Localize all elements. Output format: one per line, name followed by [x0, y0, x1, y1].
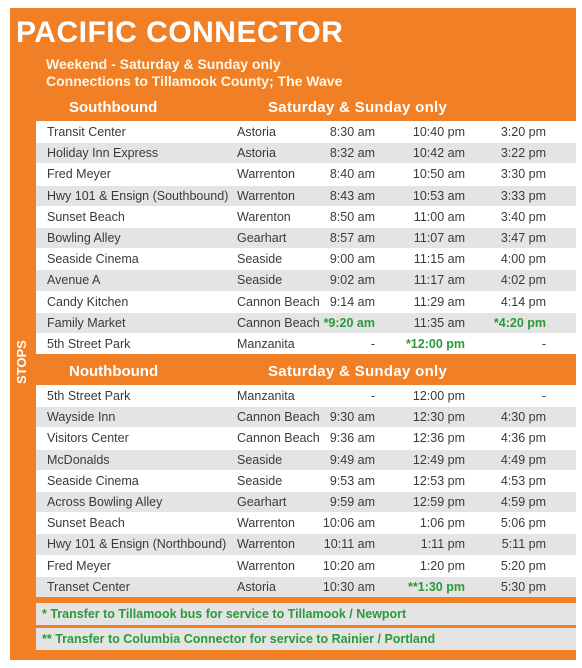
footnote-tillamook: * Transfer to Tillamook bus for service to Tillamook / Newport — [36, 603, 576, 625]
city-name: Cannon Beach — [237, 294, 320, 309]
time-2: 11:29 am — [413, 294, 465, 309]
city-name: Warrenton — [237, 167, 295, 182]
page-title: PACIFIC CONNECTOR — [16, 16, 344, 49]
stop-name: Seaside Cinema — [47, 473, 139, 488]
time-2: 1:06 pm — [419, 516, 465, 531]
time-3: - — [541, 336, 546, 351]
subtitle-days: Weekend - Saturday & Sunday only — [46, 56, 281, 72]
time-1: 9:49 am — [329, 452, 375, 467]
stop-name: Sunset Beach — [47, 516, 125, 531]
time-2: 11:35 am — [413, 315, 465, 330]
northbound-direction: Nouthbound — [69, 363, 159, 380]
table-row — [36, 269, 576, 290]
city-name: Warrenton — [237, 537, 295, 552]
time-3: 4:02 pm — [500, 273, 546, 288]
stop-name: Transet Center — [47, 579, 130, 594]
northbound-header — [36, 361, 576, 383]
table-row — [36, 333, 576, 354]
stops-side-label: STOPS — [14, 340, 29, 384]
time-2: 11:17 am — [413, 273, 465, 288]
time-1: 8:57 am — [329, 230, 375, 245]
table-row — [36, 470, 576, 491]
table-row — [36, 491, 576, 512]
time-3: 3:20 pm — [500, 125, 546, 139]
city-name: Astoria — [237, 146, 276, 161]
subtitle-connections: Connections to Tillamook County; The Wave — [46, 73, 343, 89]
northbound-table — [36, 385, 576, 597]
time-1: 10:06 am — [322, 516, 375, 531]
time-2: 12:30 pm — [412, 410, 465, 425]
stop-name: Bowling Alley — [47, 230, 121, 245]
time-3: 3:30 pm — [500, 167, 546, 182]
northbound-days: Saturday & Sunday only — [268, 363, 448, 380]
city-name: Seaside — [237, 252, 283, 267]
time-3: 4:30 pm — [500, 410, 546, 425]
city-name: Cannon Beach — [237, 410, 320, 425]
time-2: 12:59 pm — [412, 494, 465, 509]
time-2: 12:36 pm — [412, 431, 465, 446]
time-1: 10:20 am — [322, 558, 375, 573]
time-1: - — [370, 336, 375, 351]
time-3: 3:47 pm — [500, 230, 546, 245]
time-3: 4:59 pm — [500, 494, 546, 509]
stop-name: Seaside Cinema — [47, 252, 139, 267]
time-1: 8:40 am — [329, 167, 375, 182]
southbound-header — [36, 97, 576, 119]
time-3: 4:53 pm — [500, 473, 546, 488]
southbound-table — [36, 121, 576, 354]
time-2: 12:53 pm — [412, 473, 465, 488]
time-1: 9:30 am — [329, 410, 375, 425]
stop-name: Across Bowling Alley — [47, 494, 163, 509]
southbound-direction: Southbound — [69, 99, 158, 116]
time-2: 10:50 am — [412, 167, 465, 182]
time-3: 3:40 pm — [500, 209, 546, 224]
time-1: 8:43 am — [329, 188, 375, 203]
time-1: 8:50 am — [329, 209, 375, 224]
time-1: 9:00 am — [329, 252, 375, 267]
table-row — [36, 555, 576, 576]
table-row — [36, 121, 576, 142]
stop-name: Holiday Inn Express — [47, 146, 159, 161]
city-name: Gearhart — [237, 230, 287, 245]
table-row — [36, 576, 576, 597]
southbound-days: Saturday & Sunday only — [268, 99, 448, 116]
time-1: 9:53 am — [329, 473, 375, 488]
stop-name: 5th Street Park — [47, 389, 131, 403]
stop-name: Hwy 101 & Ensign (Northbound) — [47, 537, 227, 552]
stop-name: Transit Center — [47, 125, 126, 139]
table-row — [36, 291, 576, 312]
table-row — [36, 427, 576, 448]
time-2: 1:11 pm — [420, 537, 465, 552]
time-1: 10:30 am — [322, 579, 375, 594]
table-row — [36, 512, 576, 533]
time-3: 5:20 pm — [500, 558, 546, 573]
time-1: 9:59 am — [329, 494, 375, 509]
stop-name: Family Market — [47, 315, 126, 330]
time-1: 9:36 am — [329, 431, 375, 446]
time-2: 11:15 am — [413, 252, 465, 267]
table-row — [36, 185, 576, 206]
time-3: 5:11 pm — [501, 537, 546, 552]
stop-name: Fred Meyer — [47, 167, 111, 182]
city-name: Cannon Beach — [237, 315, 320, 330]
city-name: Cannon Beach — [237, 431, 320, 446]
time-2: 11:00 am — [413, 209, 465, 224]
table-row — [36, 248, 576, 269]
stop-name: Hwy 101 & Ensign (Southbound) — [47, 188, 229, 203]
city-name: Manzanita — [237, 389, 295, 403]
time-2: 10:42 am — [412, 146, 465, 161]
time-1: *9:20 am — [323, 315, 375, 330]
time-2: 10:40 pm — [412, 125, 465, 139]
time-3: 4:00 pm — [500, 252, 546, 267]
city-name: Warrenton — [237, 516, 295, 531]
city-name: Gearhart — [237, 494, 287, 509]
city-name: Seaside — [237, 473, 283, 488]
time-3: 5:30 pm — [500, 579, 546, 594]
table-row — [36, 449, 576, 470]
table-row — [36, 406, 576, 427]
stop-name: Candy Kitchen — [47, 294, 129, 309]
city-name: Manzanita — [237, 336, 295, 351]
time-1: 9:14 am — [329, 294, 375, 309]
time-2: 1:20 pm — [419, 558, 465, 573]
time-1: 10:11 am — [323, 537, 375, 552]
stop-name: 5th Street Park — [47, 336, 131, 351]
city-name: Astoria — [237, 579, 276, 594]
city-name: Warenton — [237, 209, 291, 224]
table-row — [36, 385, 576, 406]
time-2: *12:00 pm — [405, 336, 465, 351]
city-name: Seaside — [237, 273, 283, 288]
table-row — [36, 227, 576, 248]
time-3: 5:06 pm — [500, 516, 546, 531]
time-2: 12:49 pm — [412, 452, 465, 467]
time-3: 4:36 pm — [500, 431, 546, 446]
time-2: **1:30 pm — [408, 579, 465, 594]
time-3: 4:49 pm — [500, 452, 546, 467]
time-3: - — [541, 389, 546, 403]
time-2: 10:53 am — [412, 188, 465, 203]
table-row — [36, 163, 576, 184]
time-1: 8:30 am — [329, 125, 375, 139]
city-name: Astoria — [237, 125, 276, 139]
stop-name: Visitors Center — [47, 431, 129, 446]
city-name: Warrenton — [237, 558, 295, 573]
table-row — [36, 533, 576, 554]
footnote-columbia: ** Transfer to Columbia Connector for service to Rainier / Portland — [36, 628, 576, 650]
table-row — [36, 206, 576, 227]
time-1: - — [370, 389, 375, 403]
city-name: Warrenton — [237, 188, 295, 203]
time-3: 3:33 pm — [500, 188, 546, 203]
time-3: 4:14 pm — [500, 294, 546, 309]
time-3: *4:20 pm — [493, 315, 546, 330]
time-3: 3:22 pm — [500, 146, 546, 161]
table-row — [36, 142, 576, 163]
stop-name: Sunset Beach — [47, 209, 125, 224]
time-1: 8:32 am — [329, 146, 375, 161]
time-2: 11:07 am — [413, 230, 465, 245]
time-2: 12:00 pm — [412, 389, 465, 403]
city-name: Seaside — [237, 452, 283, 467]
stop-name: Wayside Inn — [47, 410, 116, 425]
time-1: 9:02 am — [329, 273, 375, 288]
table-row — [36, 312, 576, 333]
stop-name: Avenue A — [47, 273, 101, 288]
stop-name: Fred Meyer — [47, 558, 111, 573]
stop-name: McDonalds — [47, 452, 110, 467]
